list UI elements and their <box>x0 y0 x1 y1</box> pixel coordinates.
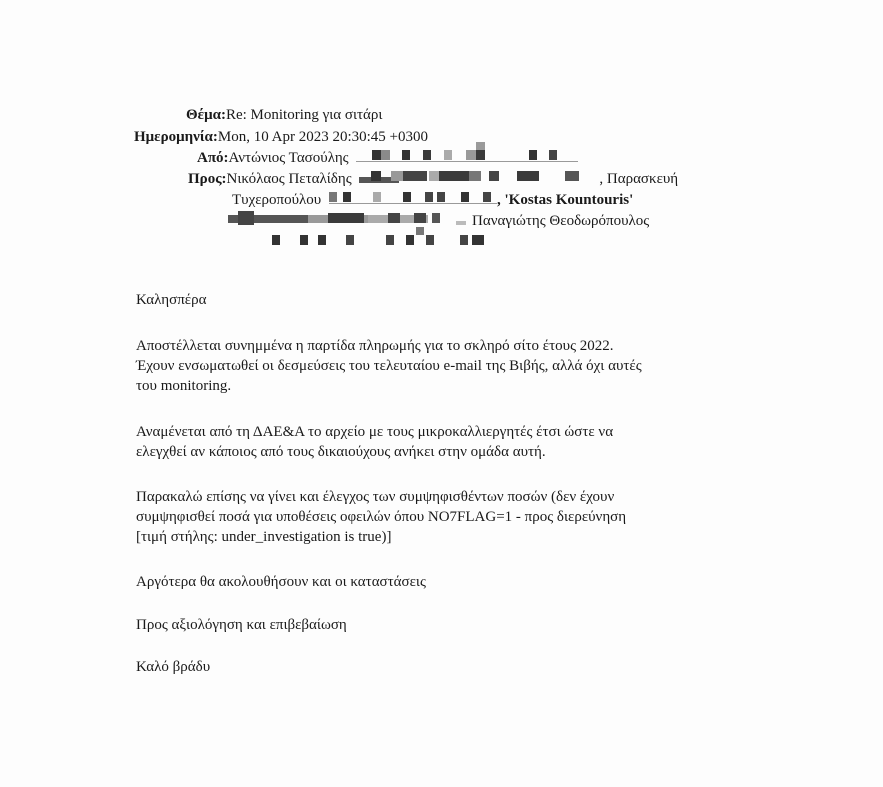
paragraph-1-line-1: Αποστέλλεται συνημμένα η παρτίδα πληρωμής για το σκληρό σίτο έτους 2022. <box>136 338 614 354</box>
from-value: Αντώνιος Τασούλης <box>228 150 349 166</box>
paragraph-1-line-2: Έχουν ενσωματωθεί οι δεσμεύσεις του τελευταίου e-mail της Βιβής, αλλά όχι αυτές <box>136 358 642 374</box>
date-label: Ημερομηνία: <box>134 129 218 145</box>
line-statements-to-follow: Αργότερα θα ακολουθήσουν και οι καταστάσεις <box>136 574 426 590</box>
paragraph-3-line-3: [τιμή στήλης: under_investigation is true)] <box>136 529 392 545</box>
paragraph-3-line-2: συμψηφισθεί ποσά για υποθέσεις οφειλών όπου NO7FLAG=1 - προς διερεύνηση <box>136 509 627 525</box>
subject-label: Θέμα: <box>186 107 226 123</box>
redacted-email-address <box>329 192 497 204</box>
closing: Καλό βράδυ <box>136 659 211 675</box>
redacted-email-address <box>228 213 468 225</box>
redacted-email-address <box>272 235 472 247</box>
from-line <box>197 149 578 167</box>
to-recipient-1: Νικόλαος Πεταλίδης <box>226 171 352 187</box>
to-recipient-2-part1: , Παρασκευή <box>599 171 679 187</box>
redacted-email-address <box>359 171 599 183</box>
subject-line <box>186 106 382 124</box>
to-line-1 <box>188 170 678 188</box>
to-line-2 <box>232 191 633 209</box>
to-recipient-3: , 'Kostas Kountouris' <box>496 192 634 208</box>
paragraph-3-line-1: Παρακαλώ επίσης να γίνει και έλεγχος των συμψηφισθέντων ποσών (δεν έχουν <box>136 489 615 505</box>
date-line <box>134 128 428 146</box>
redacted-email-address <box>356 150 578 162</box>
paragraph-1-line-3: του monitoring. <box>136 378 232 394</box>
to-line-4 <box>272 234 472 248</box>
paragraph-2-line-2: ελεγχθεί αν κάποιος από τους δικαιούχους ανήκει στην ομάδα αυτή. <box>136 444 546 460</box>
from-label: Από: <box>197 150 229 166</box>
to-recipient-4: Παναγιώτης Θεοδωρόπουλος <box>472 213 650 229</box>
greeting: Καλησπέρα <box>136 292 207 308</box>
subject-value: Re: Monitoring για σιτάρι <box>225 107 383 123</box>
line-for-evaluation: Προς αξιολόγηση και επιβεβαίωση <box>136 617 347 633</box>
date-value: Mon, 10 Apr 2023 20:30:45 +0300 <box>217 129 428 145</box>
to-recipient-2-part2: Τυχεροπούλου <box>232 192 322 208</box>
paragraph-2-line-1: Αναμένεται από τη ΔΑΕ&Α το αρχείο με τους μικροκαλλιεργητές έτσι ώστε να <box>136 424 614 440</box>
to-label: Προς: <box>188 171 227 187</box>
to-line-3 <box>228 212 649 230</box>
